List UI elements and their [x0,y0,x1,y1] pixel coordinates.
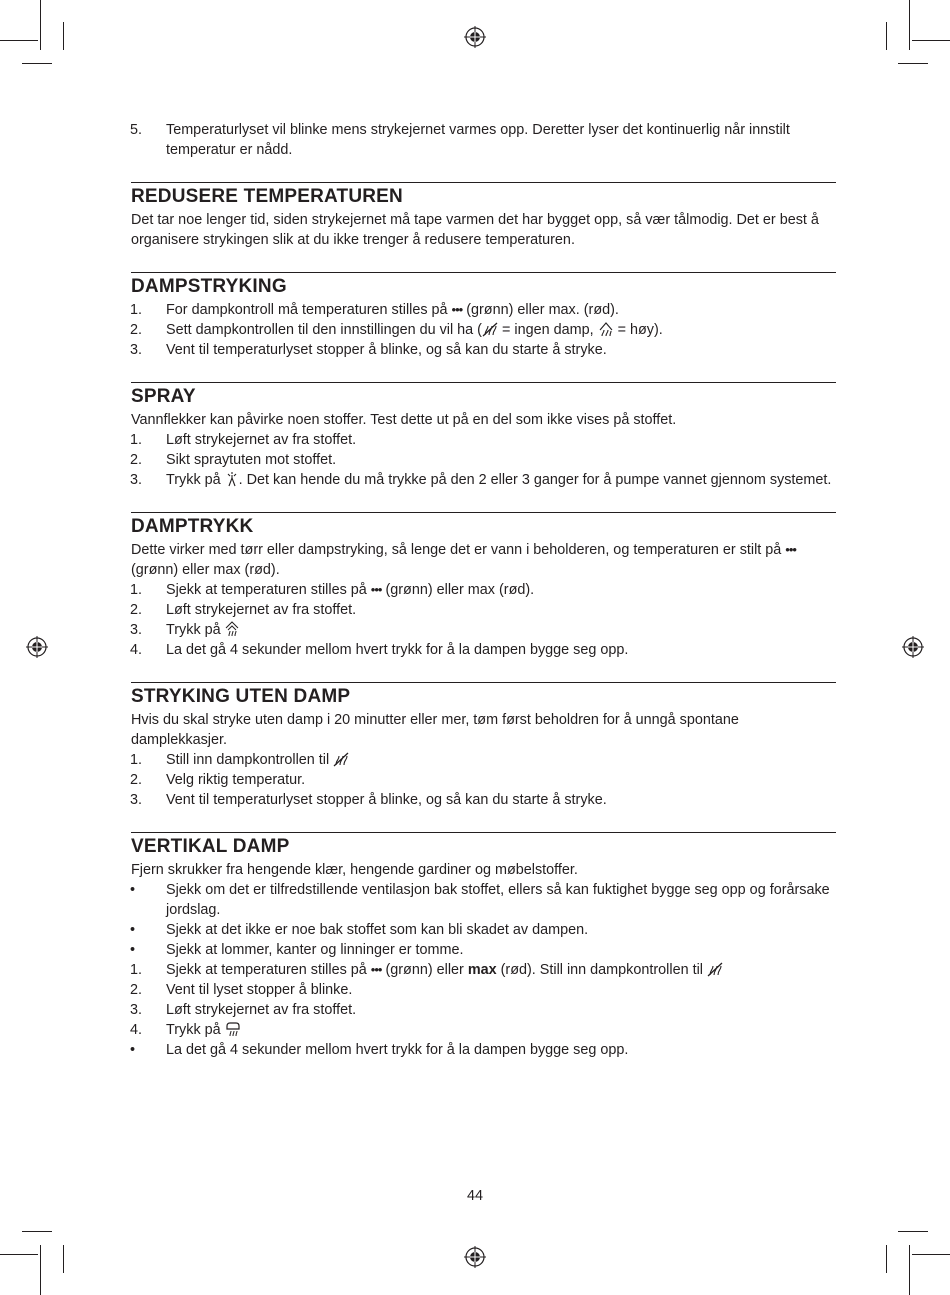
section-paragraph: Vannflekker kan påvirke noen stoffer. Test dette ut på en del som ikke vises på stoffet. [131,412,677,428]
item-number: 2. [130,322,143,338]
three-dots-symbol: ••• [785,542,796,557]
list-item [131,470,836,490]
bullet-symbol: • [130,922,136,938]
list-item [131,450,836,470]
crop-mark [886,22,887,50]
item-number: 1. [130,962,143,978]
no-steam-icon [482,321,498,337]
crop-mark [22,1231,52,1232]
item-text: Sjekk at temperaturen stilles på [166,962,367,978]
item-number: 2. [130,602,143,618]
section-title: REDUSERE TEMPERATUREN [131,186,403,207]
crop-mark [63,1245,64,1273]
bullet-item [131,1040,836,1060]
list-item [131,1020,836,1040]
steam-burst-icon [225,621,239,637]
page-number: 44 [466,1188,483,1204]
item-text: Temperaturlyset vil blinke mens strykejernet varmes opp. Deretter lyser det kontinuerlig når innstilt temperatur er nådd. [166,122,790,158]
section-stryking-uten-damp [131,682,836,810]
item-number: 4. [130,1022,143,1038]
item-text: Still inn dampkontrollen til [166,752,330,768]
item-text: La det gå 4 sekunder mellom hvert trykk for å la dampen bygge seg opp. [166,642,629,658]
crop-mark [886,1245,887,1273]
item-number: 3. [130,792,143,808]
section-title: DAMPSTRYKING [131,276,287,297]
item-text: = ingen damp, [501,322,594,338]
list-item [131,580,836,600]
item-text: (rød). Still inn dampkontrollen til [500,962,703,978]
list-item [131,320,836,340]
section-title: VERTIKAL DAMP [131,836,290,857]
no-steam-icon [333,751,349,767]
item-text: . Det kan hende du må trykke på den 2 eller 3 ganger for å pumpe vannet gjennom systemet. [238,472,832,488]
crop-mark [0,1254,38,1255]
item-text: Sett dampkontrollen til den innstillingen du vil ha ( [166,322,482,338]
item-text: Sikt spraytuten mot stoffet. [166,452,337,468]
crop-mark [63,22,64,50]
section-paragraph [131,540,836,580]
item-text: Trykk på [166,472,221,488]
item-text: (grønn) eller max. (rød). [466,302,619,318]
crop-mark [22,63,52,64]
page-content [131,120,836,1060]
section-dampstryking [131,272,836,360]
high-steam-icon [598,321,614,337]
crop-mark [0,40,38,41]
bullet-item [131,940,836,960]
registration-mark-icon [26,636,48,658]
crop-mark [40,1245,41,1295]
item-text-bold: max [467,962,497,978]
crop-mark [912,40,950,41]
item-number: 4. [130,642,143,658]
list-item [131,620,836,640]
item-text: Løft strykejernet av fra stoffet. [166,602,357,618]
list-item [131,980,836,1000]
section-paragraph: Hvis du skal stryke uten damp i 20 minutter eller mer, tøm først beholdren for å unngå spontane damplekkasjer. [131,712,739,748]
section-title: STRYKING UTEN DAMP [131,686,351,707]
item-number: 3. [130,342,143,358]
three-dots-symbol: ••• [370,962,382,977]
bullet-symbol: • [130,942,136,958]
item-text: For dampkontroll må temperaturen stilles på [166,302,448,318]
three-dots-symbol: ••• [370,582,382,597]
section-title: SPRAY [131,386,196,407]
crop-mark [909,0,910,50]
section-paragraph: Fjern skrukker fra hengende klær, hengende gardiner og møbelstoffer. [131,862,578,878]
section-redusere-temperaturen [131,182,836,250]
item-number: 1. [130,582,143,598]
item-text: Velg riktig temperatur. [166,772,306,788]
item-text: Sjekk at lommer, kanter og linninger er tomme. [166,942,464,958]
list-item [131,960,836,980]
paragraph-text: Dette virker med tørr eller dampstryking, så lenge det er vann i beholderen, og temperaturen er stilt på [131,542,782,558]
item-number: 2. [130,772,143,788]
item-text: Sjekk at det ikke er noe bak stoffet som kan bli skadet av dampen. [166,922,589,938]
vertical-steam-icon [225,1021,241,1037]
item-text: Vent til temperaturlyset stopper å blinke, og så kan du starte å stryke. [166,792,607,808]
item-number: 2. [130,982,143,998]
list-item [131,1000,836,1020]
item-number: 1. [130,432,143,448]
item-text: Sjekk om det er tilfredstillende ventilasjon bak stoffet, ellers så kan fuktighet bygge seg opp og forårsake jordslag. [166,882,830,918]
three-dots-symbol: ••• [451,302,463,317]
crop-mark [898,1231,928,1232]
list-item [131,600,836,620]
list-item [131,750,836,770]
registration-mark-icon [902,636,924,658]
item-text: (grønn) eller max (rød). [385,582,535,598]
list-item [131,770,836,790]
section-spray [131,382,836,490]
item-text: Vent til lyset stopper å blinke. [166,982,353,998]
spray-icon [225,471,239,487]
list-item [131,430,836,450]
section-damptrykk [131,512,836,660]
crop-mark [909,1245,910,1295]
bullet-symbol: • [130,1042,136,1058]
item-text: Sjekk at temperaturen stilles på [166,582,367,598]
item-text: Løft strykejernet av fra stoffet. [166,432,357,448]
bullet-item [131,920,836,940]
item-text: Løft strykejernet av fra stoffet. [166,1002,357,1018]
section-title: DAMPTRYKK [131,516,254,537]
bullet-item [131,880,836,920]
list-item [131,120,836,160]
item-number: 2. [130,452,143,468]
crop-mark [898,63,928,64]
crop-mark [912,1254,950,1255]
paragraph-text: (grønn) eller max (rød). [131,562,280,578]
list-item [131,340,836,360]
no-steam-icon [707,961,723,977]
list-item [131,640,836,660]
registration-mark-icon [464,26,486,48]
item-number: 3. [130,622,143,638]
list-item [131,300,836,320]
item-text: (grønn) eller [385,962,464,978]
registration-mark-icon [464,1246,486,1268]
list-item [131,790,836,810]
item-text: Vent til temperaturlyset stopper å blinke, og så kan du starte å stryke. [166,342,607,358]
item-number: 3. [130,1002,143,1018]
item-text: Trykk på [166,622,221,638]
crop-mark [40,0,41,50]
item-text: Trykk på [166,1022,221,1038]
section-vertikal-damp [131,832,836,1060]
item-number: 5. [130,122,143,138]
item-number: 1. [130,302,143,318]
section-paragraph: Det tar noe lenger tid, siden strykejernet må tape varmen det har bygget opp, så vær tålmodig. Det er best å organisere strykingen slik at du ikke trenger å redusere temperaturen. [131,212,819,248]
item-number: 3. [130,472,143,488]
bullet-symbol: • [130,882,136,898]
item-text: La det gå 4 sekunder mellom hvert trykk for å la dampen bygge seg opp. [166,1042,629,1058]
item-number: 1. [130,752,143,768]
item-text: = høy). [617,322,663,338]
